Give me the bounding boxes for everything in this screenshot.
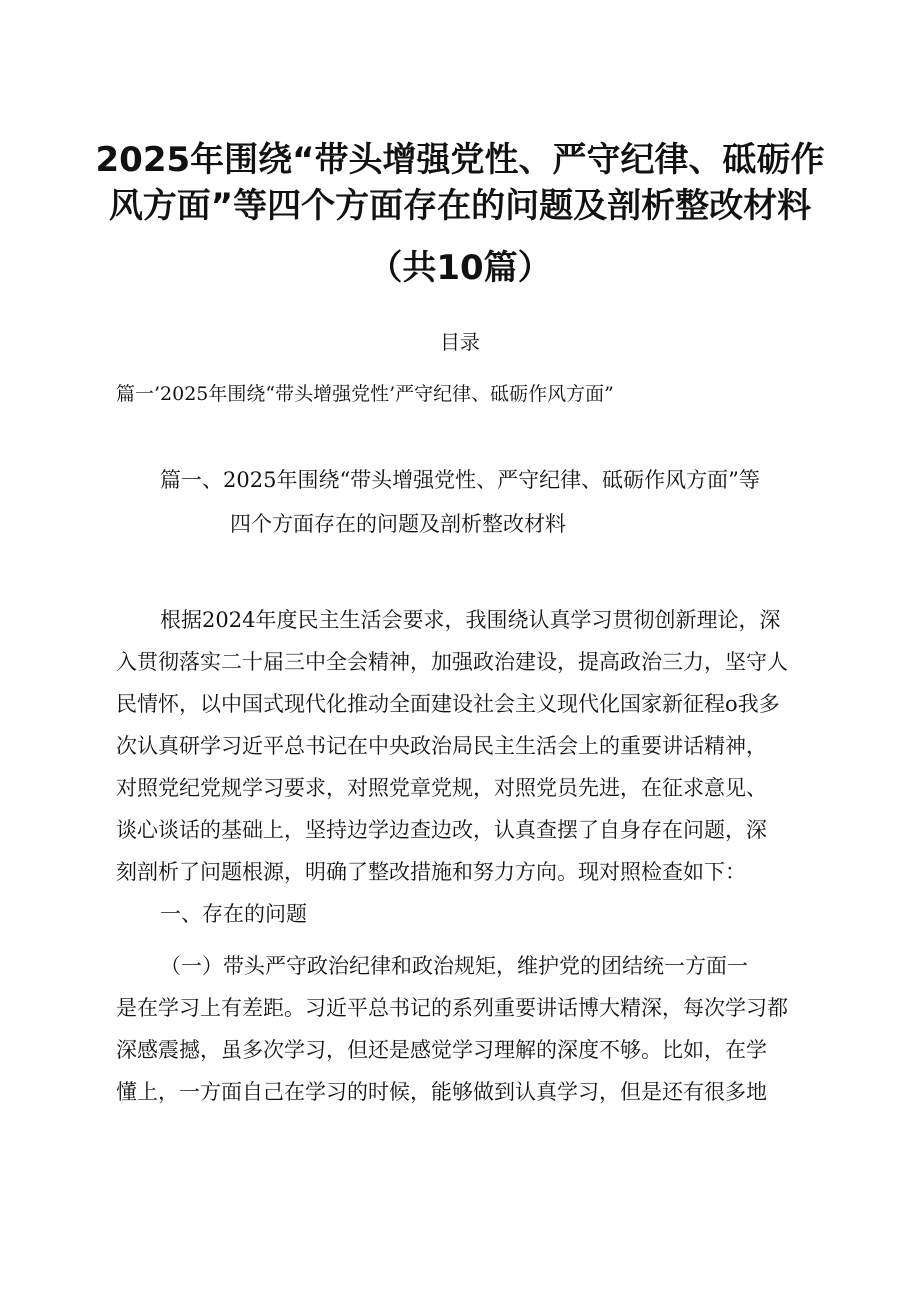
body-line: 入贯彻落实二十届三中全会精神，加强政治建设，提高政治三力，坚守人: [116, 650, 788, 674]
body-line: 民情怀，以中国式现代化推动全面建设社会主义现代化国家新征程o我多: [116, 692, 780, 716]
body-line: 次认真研学习近平总书记在中央政治局民主生活会上的重要讲话精神，: [116, 734, 767, 758]
document-title-line-1: 2025年围绕“带头增强党性、严守纪律、砥砺作: [95, 140, 825, 180]
body-line: 深感震撼，虽多次学习，但还是感觉学习理解的深度不够。比如，在学: [116, 1038, 767, 1062]
subsection-first-line: （一）带头严守政治纪律和政治规矩，维护党的团结统一方面一: [160, 954, 748, 978]
body-line: 对照党纪党规学习要求，对照党章党规，对照党员先进，在征求意见、: [116, 776, 767, 800]
section-heading: 一、存在的问题: [160, 902, 307, 926]
section-title-line-1: 篇一、2025年围绕“带头增强党性、严守纪律、砥砺作风方面”等: [160, 468, 760, 492]
body-line: 根据2024年度民主生活会要求，我围绕认真学习贯彻创新理论，深: [160, 608, 781, 632]
toc-heading: 目录: [440, 330, 480, 354]
section-title-line-2: 四个方面存在的问题及剖析整改材料: [230, 512, 566, 536]
body-line: 懂上，一方面自己在学习的时候，能够做到认真学习，但是还有很多地: [116, 1080, 767, 1104]
body-line: 谈心谈话的基础上，坚持边学边查边改，认真查摆了自身存在问题，深: [116, 818, 767, 842]
toc-item[interactable]: 篇一’2025年围绕“带头增强党性’严守纪律、砥砺作风方面”: [116, 383, 614, 405]
body-line: 刻剖析了问题根源，明确了整改措施和努力方向。现对照检查如下：: [116, 860, 746, 884]
document-title-line-3: （共10篇）: [368, 248, 552, 288]
document-title-line-2: 风方面”等四个方面存在的问题及剖析整改材料: [108, 186, 812, 226]
body-line: 是在学习上有差距。习近平总书记的系列重要讲话博大精深，每次学习都: [116, 996, 788, 1020]
